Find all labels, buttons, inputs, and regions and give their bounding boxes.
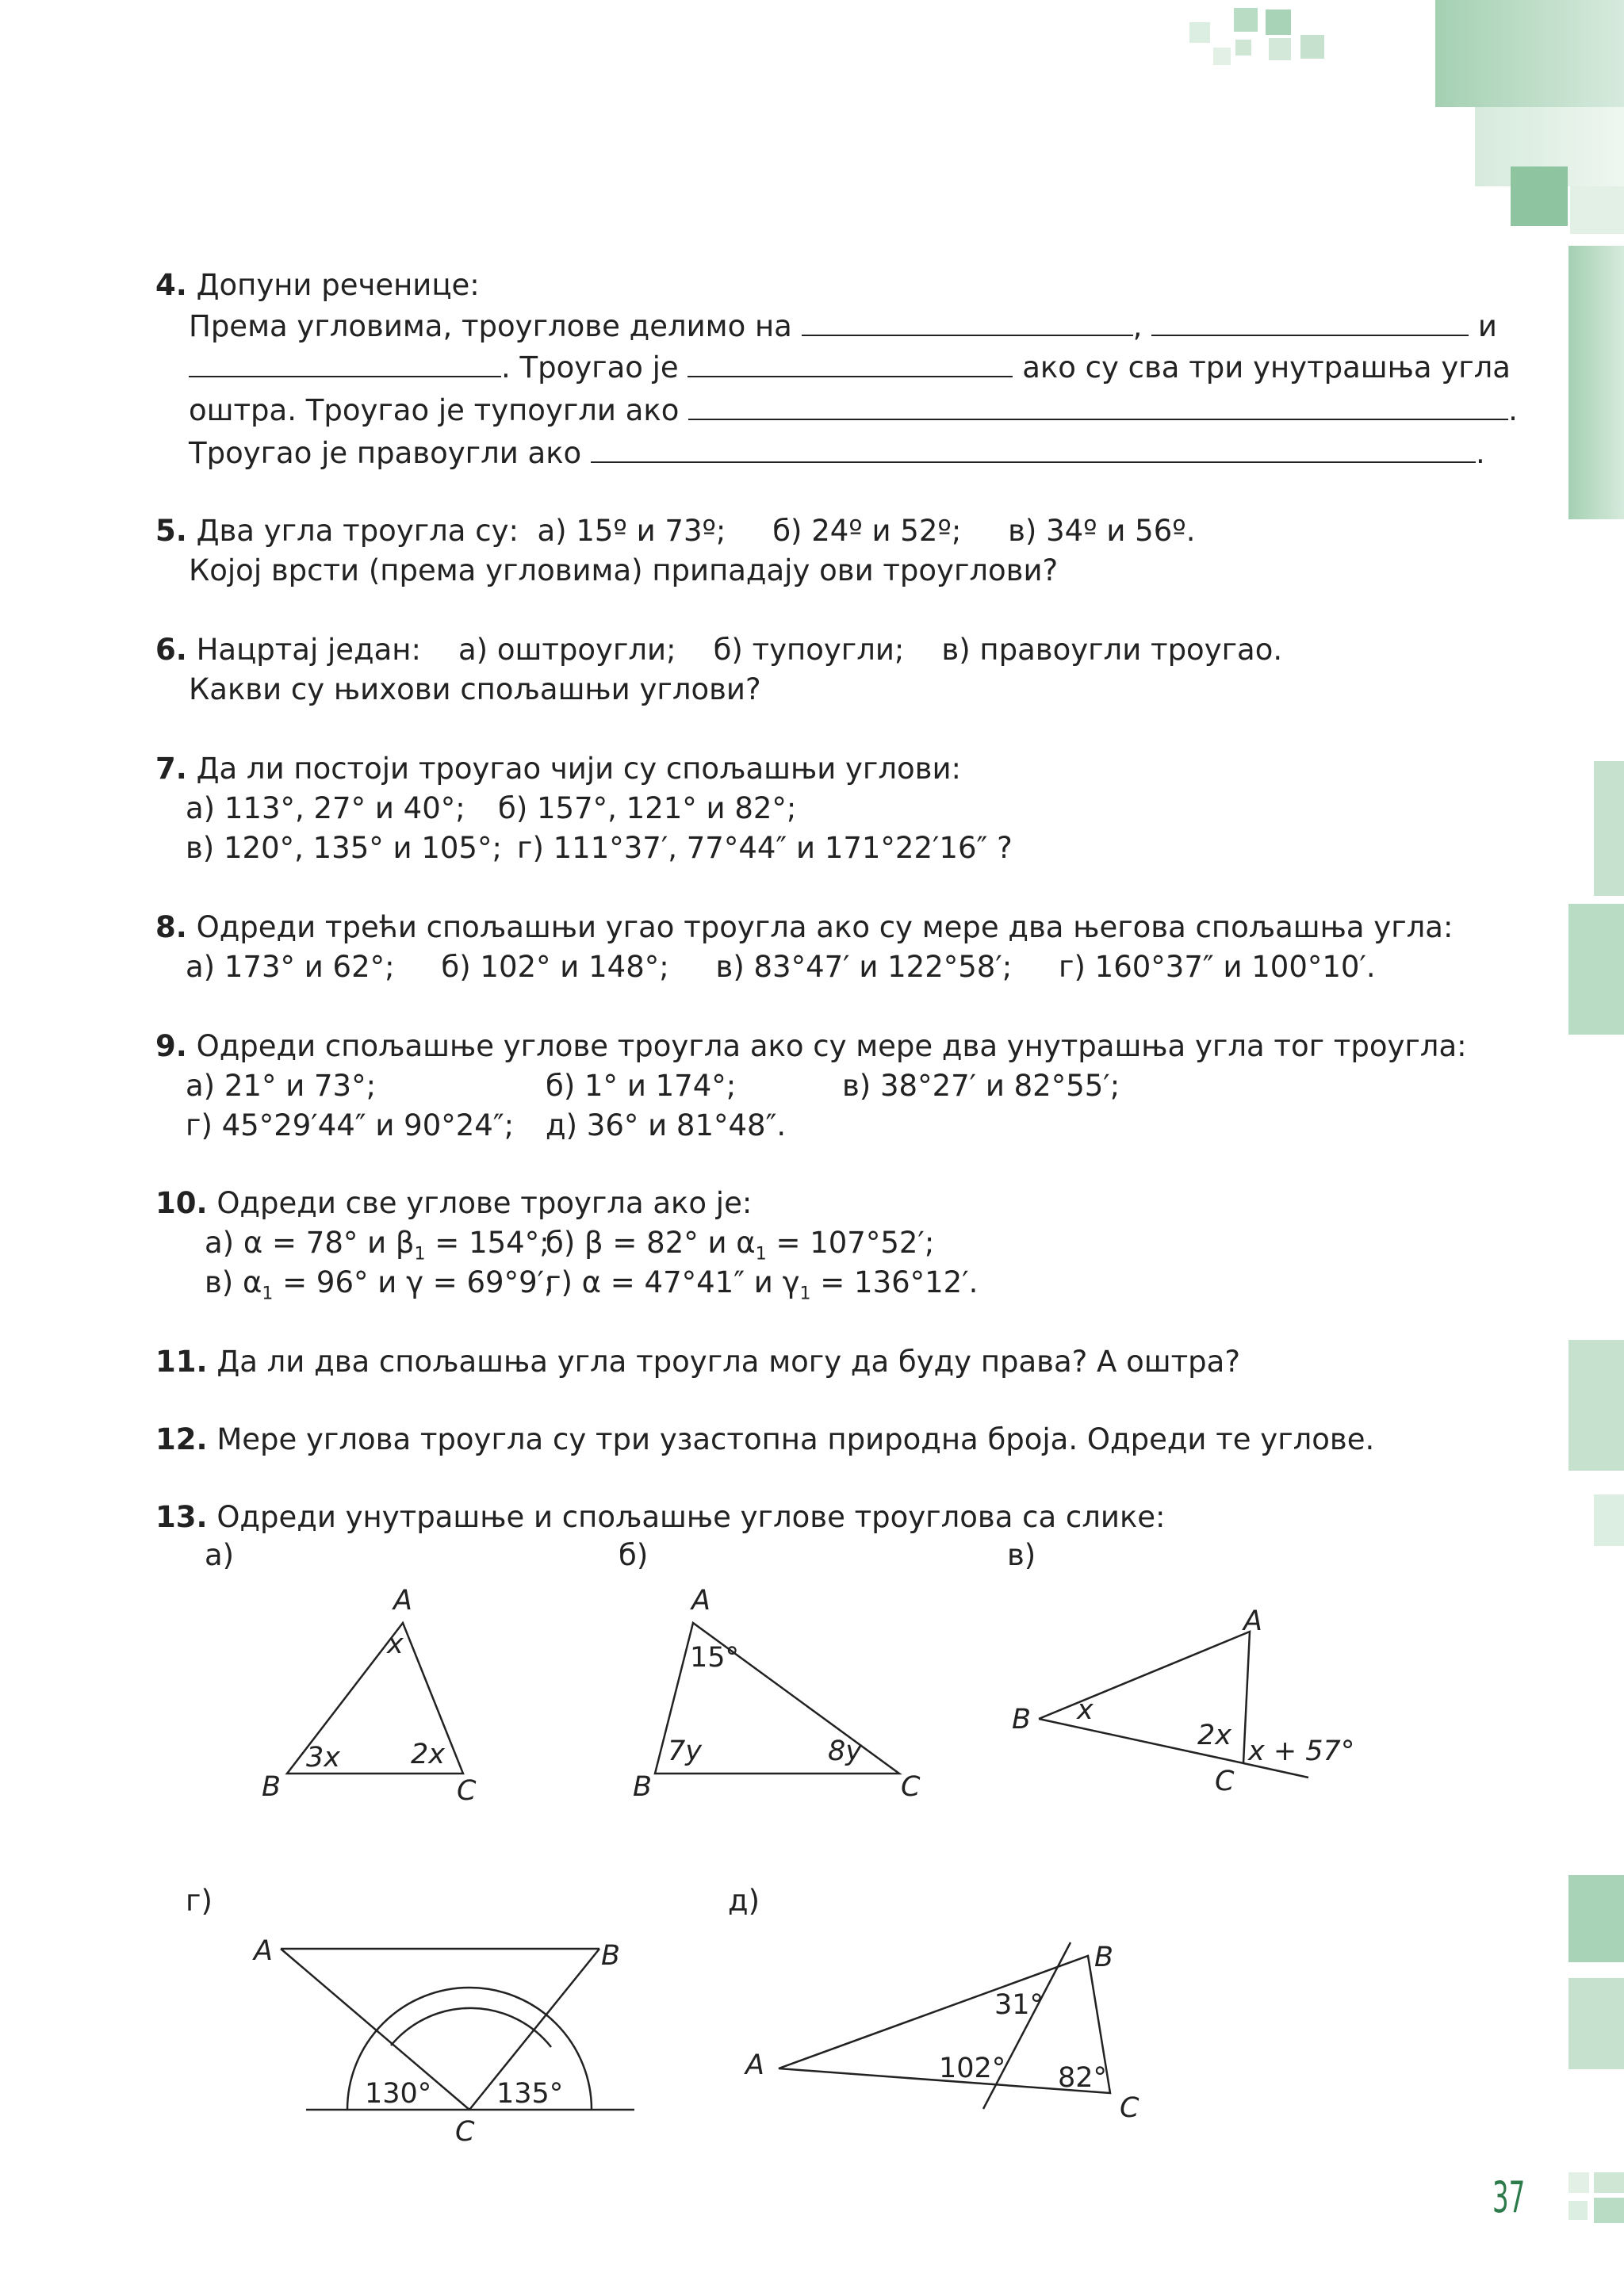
text: и bbox=[1477, 309, 1497, 343]
text: а) α = 78° и β bbox=[205, 1226, 415, 1260]
exercise-number: 12. bbox=[155, 1422, 208, 1456]
text: . bbox=[1508, 393, 1518, 427]
figure-label-v: в) bbox=[1007, 1538, 1036, 1572]
angle-label: 82° bbox=[1058, 2062, 1108, 2094]
exercise-number: 5. bbox=[155, 514, 187, 548]
exercise-9-e: д) 36° и 81°48″. bbox=[546, 1108, 787, 1142]
vertex-label: B bbox=[601, 1940, 621, 1972]
exercise-text: Да ли постоји троугао чији су спољашњи углови: bbox=[196, 752, 961, 786]
exercise-number: 7. bbox=[155, 752, 187, 786]
exercise-text: Мере углова троугла су три узастопна природна броја. Одреди те углове. bbox=[216, 1422, 1375, 1456]
exercise-text: Нацртај један: а) оштроугли; б) тупоугли; в) правоугли троугао. bbox=[196, 633, 1283, 667]
exercise-7-d: г) 111°37′, 77°44″ и 171°22′16″ ? bbox=[517, 831, 1013, 865]
angle-label: 102° bbox=[939, 2053, 1006, 2084]
vertex-label: A bbox=[393, 1585, 412, 1617]
text: г) α = 47°41″ и γ bbox=[546, 1265, 800, 1299]
exercise-9-b: б) 1° и 174°; bbox=[546, 1069, 737, 1103]
exercise-text: Одреди све углове троугла ако је: bbox=[216, 1186, 753, 1220]
exercise-number: 4. bbox=[155, 268, 187, 302]
figure-label-b: б) bbox=[619, 1538, 649, 1572]
vertex-label: C bbox=[901, 1771, 921, 1803]
angle-label: x + 57° bbox=[1248, 1735, 1355, 1767]
exercise-5-line-2: Којој врсти (према угловима) припадају ови троуглови? bbox=[189, 553, 1059, 587]
page-number: 37 bbox=[1492, 2172, 1526, 2222]
vertex-label: A bbox=[1243, 1605, 1262, 1637]
exercise-text: Два угла троугла су: а) 15º и 73º; б) 24º и 52º; в) 34º и 56º. bbox=[196, 514, 1196, 548]
exercise-9-a: а) 21° и 73°; bbox=[186, 1069, 377, 1103]
subscript: 1 bbox=[755, 1244, 767, 1265]
text: = 96° и γ = 69°9′; bbox=[273, 1265, 554, 1299]
angle-label: 3x bbox=[306, 1742, 340, 1774]
exercise-number: 9. bbox=[155, 1029, 187, 1063]
figure-label-d: д) bbox=[728, 1884, 760, 1918]
text: б) β = 82° и α bbox=[546, 1226, 756, 1260]
exercise-9-d: г) 45°29′44″ и 90°24″; bbox=[186, 1108, 515, 1142]
subscript: 1 bbox=[414, 1244, 426, 1265]
exercise-number: 6. bbox=[155, 633, 187, 667]
text: Према угловима, троуглове делимо на bbox=[189, 309, 792, 343]
vertex-label: C bbox=[455, 2116, 475, 2148]
exercise-number: 8. bbox=[155, 910, 187, 944]
vertex-label: B bbox=[1012, 1704, 1032, 1735]
exercise-text: Да ли два спољашња угла троугла могу да буду права? А оштра? bbox=[216, 1345, 1240, 1379]
exercise-7-a: а) 113°, 27° и 40°; bbox=[186, 791, 465, 825]
figure-label-g: г) bbox=[186, 1884, 213, 1918]
exercise-6-line-2: Какви су њихови спољашњи углови? bbox=[189, 672, 761, 706]
text: , bbox=[1132, 309, 1143, 343]
exercise-number: 11. bbox=[155, 1345, 208, 1379]
arc-inner-g bbox=[391, 2008, 551, 2047]
text: = 107°52′; bbox=[766, 1226, 935, 1260]
angle-label: 15° bbox=[690, 1642, 740, 1674]
text: . bbox=[1475, 436, 1485, 470]
vertex-label: C bbox=[1215, 1766, 1235, 1797]
text: . Троугао је bbox=[501, 350, 679, 385]
angle-label: 8y bbox=[828, 1735, 862, 1767]
vertex-label: B bbox=[633, 1771, 653, 1803]
exercise-text: Одреди трећи спољашњи угао троугла ако су мере два његова спољашња угла: bbox=[196, 910, 1454, 944]
text: = 136°12′. bbox=[810, 1265, 979, 1299]
exercise-number: 13. bbox=[155, 1500, 208, 1534]
exercise-7-b: б) 157°, 121° и 82°; bbox=[498, 791, 797, 825]
text: ако су сва три унутрашња угла bbox=[1022, 350, 1511, 385]
exercise-text: Одреди унутрашње и спољашње углове троуглова са слике: bbox=[216, 1500, 1166, 1534]
exercise-7-c: в) 120°, 135° и 105°; bbox=[186, 831, 502, 865]
vertex-label: B bbox=[262, 1771, 282, 1803]
text: в) α bbox=[205, 1265, 262, 1299]
angle-label: x bbox=[1077, 1694, 1094, 1726]
vertex-label: A bbox=[691, 1585, 710, 1617]
exercise-text: Одреди спољашње углове троугла ако су мере два унутрашња угла тог троугла: bbox=[196, 1029, 1467, 1063]
text: = 154°; bbox=[425, 1226, 550, 1260]
angle-label: 31° bbox=[994, 1989, 1044, 2021]
text: Троугао је правоугли ако bbox=[189, 436, 582, 470]
exercise-9-c: в) 38°27′ и 82°55′; bbox=[842, 1069, 1120, 1103]
angle-label: 7y bbox=[668, 1735, 702, 1767]
angle-label: 135° bbox=[496, 2078, 564, 2110]
vertex-label: C bbox=[1120, 2092, 1139, 2124]
exercise-number: 10. bbox=[155, 1186, 208, 1220]
subscript: 1 bbox=[262, 1284, 274, 1304]
vertex-label: C bbox=[457, 1775, 477, 1807]
angle-label: 2x bbox=[411, 1739, 445, 1770]
exercise-text: Допуни реченице: bbox=[196, 268, 480, 302]
angle-label: 130° bbox=[365, 2078, 432, 2110]
text: оштра. Троугао је тупоугли ако bbox=[189, 393, 680, 427]
angle-label: x bbox=[387, 1628, 404, 1660]
figure-label-a: а) bbox=[205, 1538, 235, 1572]
exercise-8-line-2: а) 173° и 62°; б) 102° и 148°; в) 83°47′ и 122°58′; г) 160°37″ и 100°10′. bbox=[186, 950, 1376, 984]
angle-label: 2x bbox=[1197, 1720, 1231, 1751]
vertex-label: A bbox=[745, 2049, 764, 2081]
vertex-label: A bbox=[254, 1935, 273, 1967]
subscript: 1 bbox=[799, 1284, 811, 1304]
vertex-label: B bbox=[1094, 1942, 1114, 1973]
